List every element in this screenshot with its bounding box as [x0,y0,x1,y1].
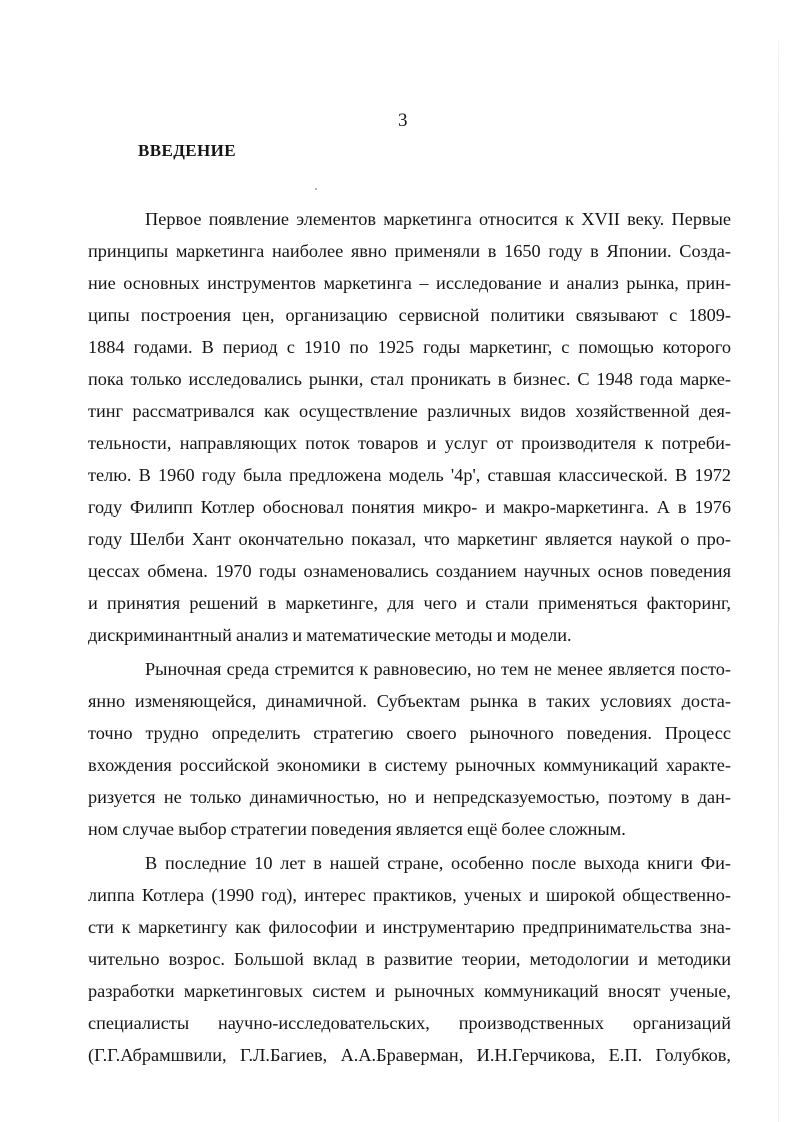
paragraph-1-line-4: ципы построения цен, организацию сервисной политики связывают с 1809- [88,305,731,325]
paragraph-1-line-14: дискриминантный анализ и математические методы и модели. [88,625,572,645]
paragraph-1-line-1: Первое появление элементов маркетинга относится к XVII веку. Первые [145,209,731,229]
paragraph-1-line-2: принципы маркетинга наиболее явно применяли в 1650 году в Японии. Созда- [88,241,731,261]
paragraph-2-line-3: точно трудно определить стратегию своего рыночного поведения. Процесс [88,723,731,743]
paragraph-1-line-5: 1884 годами. В период с 1910 по 1925 годы маркетинг, с помощью которого [88,337,731,357]
paragraph-2-line-4: вхождения российской экономики в систему рыночных коммуникаций характе- [88,755,731,775]
paragraph-1-line-10: году Филипп Котлер обосновал понятия микро- и макро-маркетинга. А в 1976 [88,497,731,517]
paragraph-3-line-4: чительно возрос. Большой вклад в развитие теории, методологии и методики [88,949,731,969]
paragraph-1-line-3: ние основных инструментов маркетинга – исследование и анализ рынка, прин- [88,273,731,293]
paragraph-3-line-3: сти к маркетингу как философии и инструментарию предпринимательства зна- [88,917,731,937]
paragraph-3-line-5: разработки маркетинговых систем и рыночных коммуникаций вносят ученые, [88,981,731,1001]
paragraph-2-line-1: Рыночная среда стремится к равновесию, но тем не менее является посто- [145,659,731,679]
scan-edge-line [778,40,779,1122]
section-heading: ВВЕДЕНИЕ [138,141,237,160]
paragraph-1-line-8: тельности, направляющих поток товаров и услуг от производителя к потреби- [88,433,731,453]
paragraph-1-line-7: тинг рассматривался как осуществление различных видов хозяйственной дея- [88,401,731,421]
paragraph-3-line-1: В последние 10 лет в нашей стране, особенно после выхода книги Фи- [145,853,731,873]
paragraph-1-line-6: пока только исследовались рынки, стал проникать в бизнес. С 1948 года марке- [88,369,731,389]
scan-speck [315,188,317,190]
paragraph-1-line-12: цессах обмена. 1970 годы ознаменовались созданием научных основ поведения [88,561,731,581]
paragraph-2-line-2: янно изменяющейся, динамичной. Субъектам рынка в таких условиях доста- [88,691,731,711]
paragraph-1-line-13: и принятия решений в маркетинге, для чего и стали применяться факторинг, [88,593,731,613]
paragraph-3-line-2: липпа Котлера (1990 год), интерес практиков, ученых и широкой общественно- [88,885,731,905]
paragraph-2-line-6: ном случае выбор стратегии поведения является ещё более сложным. [88,819,626,839]
paragraph-3-line-7: (Г.Г.Абрамшвили, Г.Л.Багиев, А.А.Браверман, И.Н.Герчикова, Е.П. Голубков, [88,1045,731,1065]
page-number: 3 [398,110,408,131]
paragraph-2-line-5: ризуется не только динамичностью, но и непредсказуемостью, поэтому в дан- [88,787,731,807]
paragraph-3-line-6: специалисты научно-исследовательских, производственных организаций [88,1013,731,1033]
paragraph-1-line-11: году Шелби Хант окончательно показал, что маркетинг является наукой о про- [88,529,731,549]
paragraph-1-line-9: телю. В 1960 году была предложена модель '4р', ставшая классической. В 1972 [88,465,731,485]
